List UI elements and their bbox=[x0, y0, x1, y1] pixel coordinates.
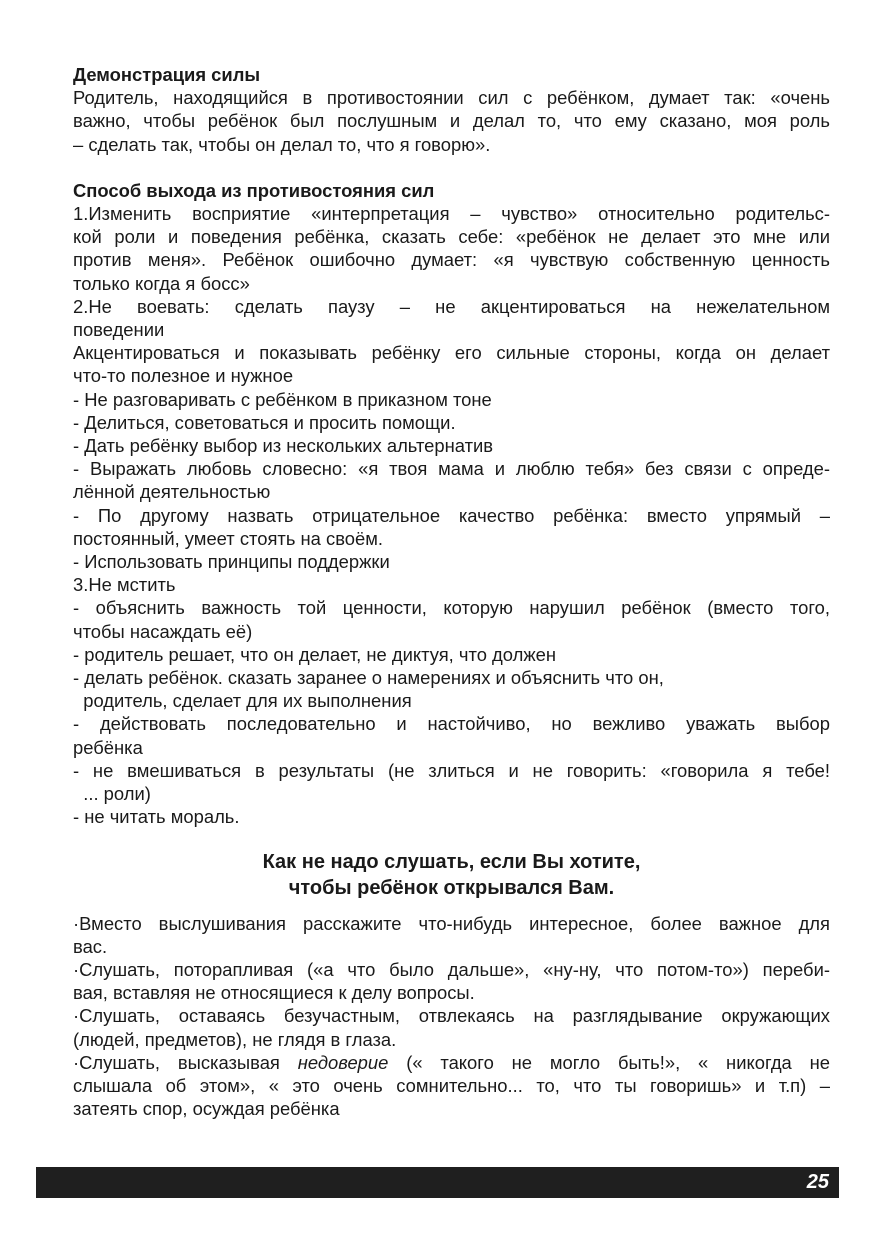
text-line: 1.Изменить восприятие «интерпретация – чувство» относительно родительс- bbox=[73, 203, 830, 225]
text-line: кой роли и поведения ребёнка, сказать себе: «ребёнок не делает это мне или bbox=[73, 226, 830, 248]
list-item: - делать ребёнок. сказать заранее о намерениях и объяснить что он, bbox=[73, 667, 664, 689]
page-number: 25 bbox=[806, 1171, 829, 1193]
text-line: Родитель, находящийся в противостоянии сил с ребёнком, думает так: «очень bbox=[73, 87, 830, 109]
list-item: - не вмешиваться в результаты (не злиться и не говорить: «говорила я тебе! bbox=[73, 759, 830, 781]
centered-heading bbox=[73, 849, 830, 901]
list-item: ·Вместо выслушивания расскажите что-нибудь интересное, более важное для bbox=[73, 912, 830, 934]
spacer bbox=[73, 156, 830, 179]
list-item: - Использовать принципы поддержки bbox=[73, 551, 390, 573]
text-line: Акцентироваться и показывать ребёнку его сильные стороны, когда он делает bbox=[73, 342, 830, 364]
list-item: - действовать последовательно и настойчиво, но вежливо уважать выбор bbox=[73, 713, 830, 735]
text-line: против меня». Ребёнок ошибочно думает: «я чувствую собственную ценность bbox=[73, 249, 830, 271]
list-item: - родитель решает, что он делает, не диктуя, что должен bbox=[73, 643, 557, 665]
text-line: родитель, сделает для их выполнения bbox=[73, 690, 412, 712]
list-item: ·Слушать, оставаясь безучастным, отвлекаясь на разглядывание окружающих bbox=[73, 1005, 830, 1027]
heading-line: Как не надо слушать, если Вы хотите, bbox=[262, 850, 641, 873]
list-item: - не читать мораль. bbox=[73, 806, 240, 828]
text-line: затеять спор, осуждая ребёнка bbox=[73, 1098, 340, 1120]
text-line: что-то полезное и нужное bbox=[73, 365, 294, 387]
italic-fragment: недоверие bbox=[297, 1051, 389, 1073]
heading-line: чтобы ребёнок открывался Вам. bbox=[288, 876, 615, 899]
text-line: важно, чтобы ребёнок был послушным и делал то, что ему сказано, моя роль bbox=[73, 110, 830, 132]
text-line: вас. bbox=[73, 935, 108, 957]
list-item: ·Слушать, поторапливая («а что было дальше», «ну-ну, что потом-то») переби- bbox=[73, 958, 830, 980]
text-line: (людей, предметов), не глядя в глаза. bbox=[73, 1028, 397, 1050]
text-line: поведении bbox=[73, 319, 165, 341]
section-title: Способ выхода из противостояния сил bbox=[73, 179, 435, 201]
footer-bar bbox=[36, 1167, 839, 1198]
text-line: постоянный, умеет стоять на своём. bbox=[73, 527, 383, 549]
text-line: ... роли) bbox=[73, 783, 151, 805]
text-line: ребёнка bbox=[73, 736, 143, 758]
text-line: 2.Не воевать: сделать паузу – не акцентироваться на нежелательном bbox=[73, 295, 830, 317]
text-line: – сделать так, чтобы он делал то, что я говорю». bbox=[73, 133, 491, 155]
page-content bbox=[73, 63, 830, 1120]
text-fragment: (« такого не могло быть!», « никогда не bbox=[388, 1051, 830, 1073]
list-item: - Выражать любовь словесно: «я твоя мама и люблю тебя» без связи с опреде- bbox=[73, 458, 830, 480]
text-fragment: ·Слушать, высказывая bbox=[73, 1051, 298, 1073]
text-line: лённой деятельностью bbox=[73, 481, 271, 503]
list-item: - Не разговаривать с ребёнком в приказном тоне bbox=[73, 388, 492, 410]
section-title: Демонстрация силы bbox=[73, 64, 261, 85]
text-line: слышала об этом», « это очень сомнительно... то, что ты говоришь» и т.п) – bbox=[73, 1074, 830, 1096]
text-line: 3.Не мстить bbox=[73, 574, 176, 596]
list-item bbox=[73, 1051, 830, 1074]
text-line: только когда я босс» bbox=[73, 272, 250, 294]
list-item: - По другому назвать отрицательное качество ребёнка: вместо упрямый – bbox=[73, 504, 830, 526]
text-line: чтобы насаждать её) bbox=[73, 620, 253, 642]
list-item: - Дать ребёнку выбор из нескольких альтернатив bbox=[73, 435, 494, 457]
text-line: вая, вставляя не относящиеся к делу вопросы. bbox=[73, 982, 475, 1004]
list-item: - объяснить важность той ценности, которую нарушил ребёнок (вместо того, bbox=[73, 597, 830, 619]
list-item: - Делиться, советоваться и просить помощи. bbox=[73, 411, 456, 433]
